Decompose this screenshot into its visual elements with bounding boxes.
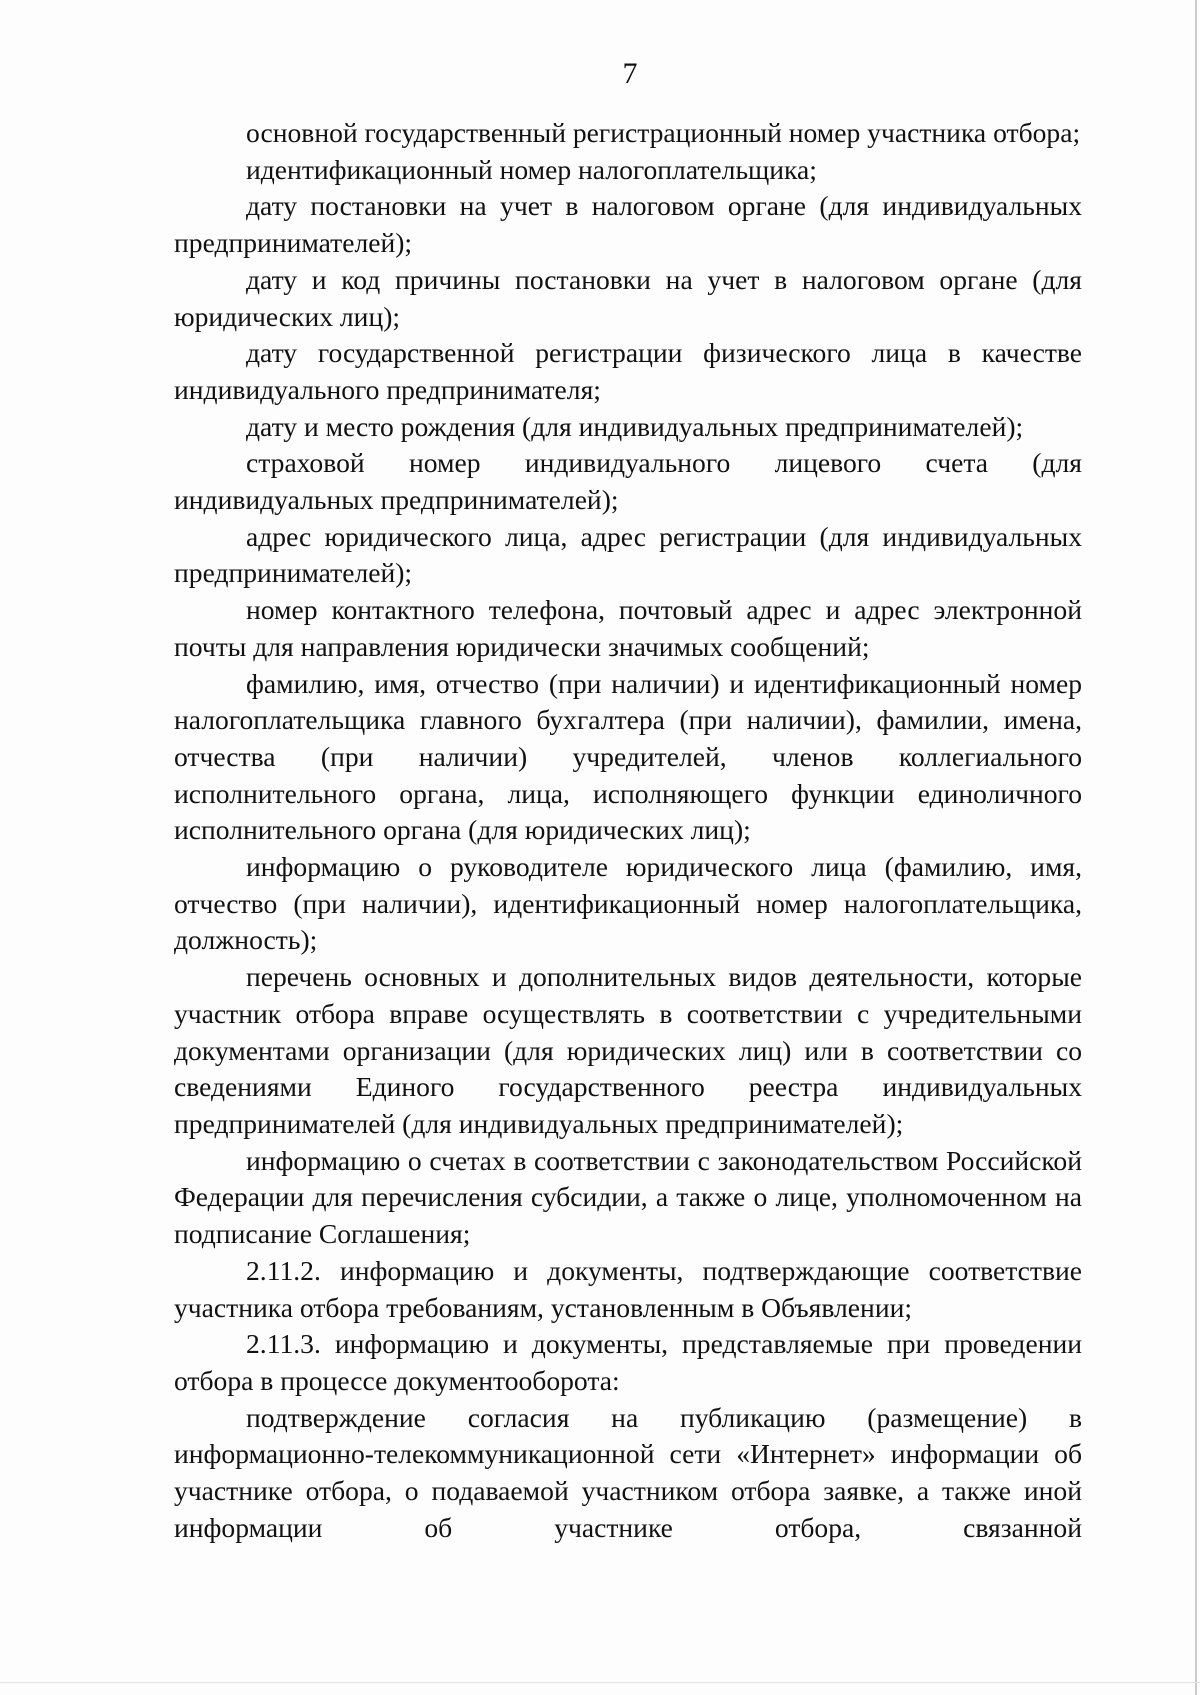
paragraph-birth-date-place: дату и место рождения (для индивидуальных предпринимателей);: [246, 410, 1024, 442]
paragraph-2-11-3: 2.11.3. информацию и документы, представляемые при проведении отбора в процессе документооборота:: [174, 1328, 1082, 1396]
paragraph-inn: идентификационный номер налогоплательщика;: [246, 153, 817, 185]
paragraph-kpp-date: дату и код причины постановки на учет в налоговом органе (для юридических лиц);: [174, 263, 1082, 332]
paragraph-accountant-founders: фамилию, имя, отчество (при наличии) и идентификационный номер налогоплательщика главного бухгалтера (при наличии), фамилии, имена, отчества (при наличии) учредителей, членов коллегиального исполнительного органа, лица, исполняющего функции единоличного исполнительного органа (для юридических лиц);: [174, 667, 1082, 846]
page-number: 7: [622, 57, 638, 90]
paragraph-head-info: информацию о руководителе юридического лица (фамилию, имя, отчество (при наличии), идентификационный номер налогоплательщика, должность);: [174, 851, 1082, 956]
paragraph-legal-address: адрес юридического лица, адрес регистрации (для индивидуальных предпринимателей);: [174, 520, 1082, 589]
paragraph-contacts: номер контактного телефона, почтовый адрес и адрес электронной почты для направления юридически значимых сообщений;: [174, 594, 1082, 662]
scan-bottom-line: [0, 1682, 1200, 1683]
paragraph-bank-accounts: информацию о счетах в соответствии с законодательством Российской Федерации для перечисления субсидии, а также о лице, уполномоченном на подписание Соглашения;: [174, 1144, 1082, 1250]
paragraph-activity-types: перечень основных и дополнительных видов деятельности, которые участник отбора вправе осуществлять в соответствии с учредительными документами организации (для юридических лиц) или в соответствии со сведениями Единого государственного реестра индивидуальных предпринимателей (для индивидуальных предпринимателей);: [174, 961, 1082, 1139]
paragraph-state-registration-date: дату государственной регистрации физического лица в качестве индивидуального предпринимателя;: [174, 337, 1082, 405]
paragraph-registration-date-ip: дату постановки на учет в налоговом органе (для индивидуальных предпринимателей);: [174, 190, 1082, 259]
paragraph-ogrn: основной государственный регистрационный номер участника отбора;: [246, 117, 1081, 148]
scan-edge-line: [1195, 0, 1197, 1695]
paragraph-2-11-2: 2.11.2. информацию и документы, подтверждающие соответствие участника отбора требованиям, установленным в Объявлении;: [174, 1254, 1082, 1323]
paragraph-publication-consent: подтверждение согласия на публикацию (размещение) в информационно-телекоммуникационной сети «Интернет» информации об участнике отбора, о подаваемой участником отбора заявке, а также иной информации об участнике отбора, связанной: [174, 1401, 1082, 1543]
document-body: [174, 115, 1082, 1546]
paragraph-snils: страховой номер индивидуального лицевого счета (для индивидуальных предпринимателей);: [174, 447, 1082, 516]
